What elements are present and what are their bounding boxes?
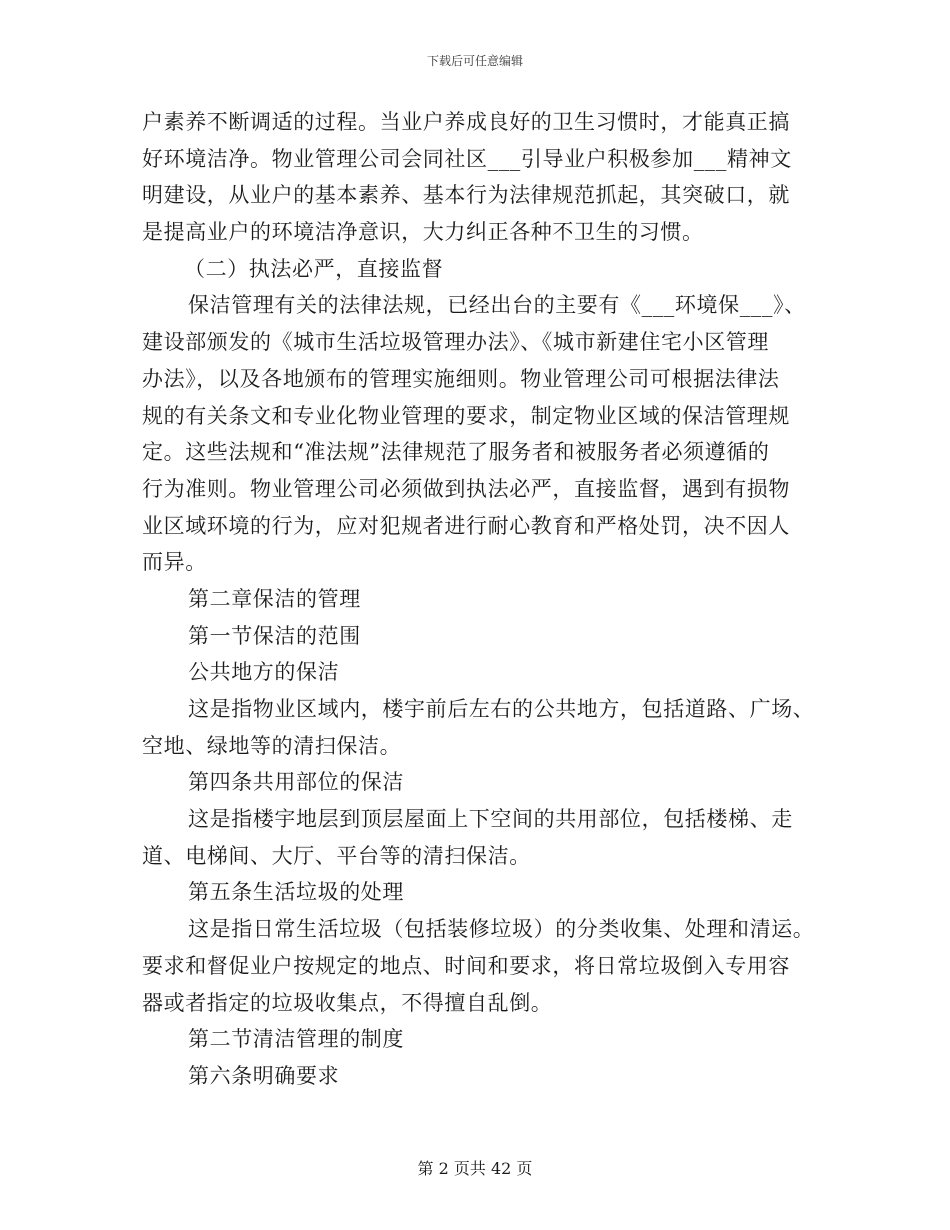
text-line: 办法》，以及各地颁布的管理实施细则。物业管理公司可根据法律法: [142, 366, 780, 391]
text-line: 这是指日常生活垃圾（包括装修垃圾）的分类收集、处理和清运。: [188, 917, 815, 942]
text-line: 要求和督促业户按规定的地点、时间和要求，将日常垃圾倒入专用容: [142, 953, 790, 978]
text-line: 第六条明确要求: [188, 1063, 340, 1088]
document-body: [142, 104, 815, 1095]
text-line: （二）执法必严，直接监督: [184, 256, 444, 281]
text-line: 户素养不断调适的过程。当业户养成良好的卫生习惯时，才能真正搞: [142, 110, 790, 134]
text-line: 而异。: [142, 550, 207, 575]
text-line: 业区域环境的行为，应对犯规者进行耐心教育和严格处罚，决不因人: [142, 513, 790, 538]
text-line: 规的有关条文和专业化物业管理的要求，制定物业区域的保洁管理规: [142, 403, 790, 428]
text-line: 器或者指定的垃圾收集点，不得擅自乱倒。: [142, 990, 553, 1015]
text-line: 定。这些法规和“准法规”法律规范了服务者和被服务者必须遵循的: [142, 440, 770, 465]
text-line: 第二章保洁的管理: [188, 586, 361, 611]
text-line: 这是指楼宇地层到顶层屋面上下空间的共用部位，包括楼梯、走: [188, 807, 793, 832]
text-line: 保洁管理有关的法律法规，已经出台的主要有《___环境保___》、: [188, 293, 806, 318]
text-line: 这是指物业区域内，楼宇前后左右的公共地方，包括道路、广场、: [188, 697, 815, 721]
text-line: 第一节保洁的范围: [188, 623, 361, 648]
page-header: 下载后可任意编辑: [426, 54, 523, 68]
text-line: 空地、绿地等的清扫保洁。: [142, 733, 402, 758]
page-footer: 第 2 页共 42 页: [417, 1159, 533, 1178]
text-line: 公共地方的保洁: [188, 660, 340, 685]
text-line: 道、电梯间、大厅、平台等的清扫保洁。: [142, 843, 531, 868]
text-line: 行为准则。物业管理公司必须做到执法必严，直接监督，遇到有损物: [142, 476, 790, 501]
text-line: 第二节清洁管理的制度: [188, 1027, 404, 1052]
text-line: 是提高业户的环境洁净意识，大力纠正各种不卫生的习惯。: [142, 220, 704, 245]
text-line: 第四条共用部位的保洁: [188, 770, 404, 795]
text-line: 第五条生活垃圾的处理: [188, 880, 404, 905]
text-line: 建设部颁发的《城市生活垃圾管理办法》、《城市新建住宅小区管理: [142, 330, 769, 355]
text-line: 好环境洁净。物业管理公司会同社区___引导业户积极参加___精神文: [142, 146, 792, 171]
text-line: 明建设，从业户的基本素养、基本行为法律规范抓起，其突破口，就: [142, 183, 790, 208]
